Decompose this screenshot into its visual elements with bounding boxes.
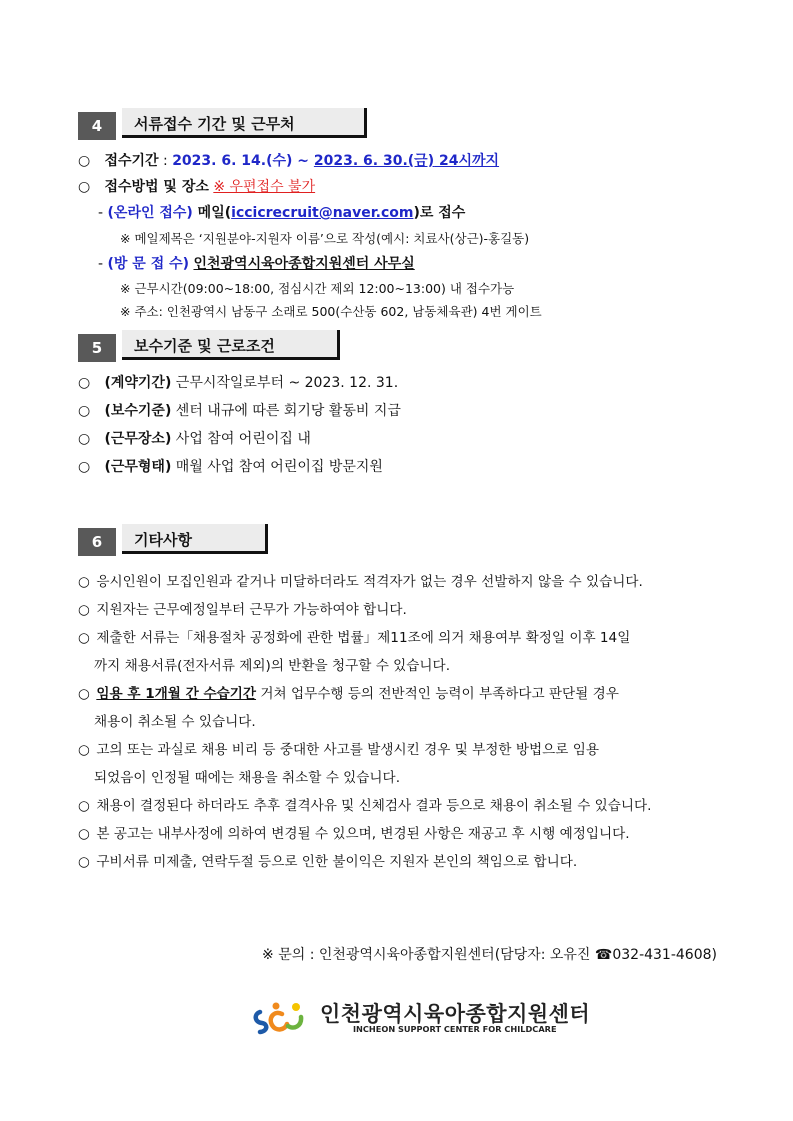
probation-text: 임용 후 1개월 간 수습기간 [96,686,257,702]
notice-item [78,820,728,848]
notice-item [78,848,728,876]
bullet: ○ [78,742,90,758]
notice-text: 되었음이 인정될 때에는 채용을 취소할 수 있습니다. [94,770,401,786]
colon: : [158,153,173,169]
condition-text: 근무시작일로부터 ~ 2023. 12. 31. [171,375,399,391]
bullet: ○ [78,574,90,590]
bullet: ○ [78,602,90,618]
section-title: 기타사항 [134,531,192,549]
notice-text: 지원자는 근무예정일부터 근무가 가능하여야 합니다. [96,602,407,618]
condition-text: 센터 내규에 따른 회기당 활동비 지급 [171,403,401,419]
notice-item-cont [78,652,728,680]
condition-text: 사업 참여 어린이집 내 [171,431,311,447]
notice-item [78,680,728,708]
condition-label: (근무장소) [104,431,172,447]
bullet: ○ [78,403,91,419]
tilde: ~ [292,153,314,169]
notice-text: 제출한 서류는「채용절차 공정화에 관한 법률」제11조에 의거 채용여부 확정일 이후 14일 [96,630,631,646]
notice-text: 본 공고는 내부사정에 의하여 변경될 수 있으며, 변경된 사항은 재공고 후 시행 예정입니다. [96,826,630,842]
bullet: ○ [78,153,91,169]
period-end: 2023. 6. 30.(금) [313,153,435,169]
method-note: ※ 우편접수 불가 [213,179,316,195]
section-title-box [122,330,340,360]
notice-text: 응시인원이 모집인원과 같거나 미달하더라도 적격자가 없는 경우 선발하지 않을 수 있습니다. [96,574,643,590]
section-4-header [78,108,368,144]
period-start: 2023. 6. 14.(수) [172,153,293,169]
section-title-box [122,108,367,138]
section-title: 서류접수 기간 및 근무처 [134,115,295,133]
visit-hours: ※ 근무시간(09:00~18:00, 점심시간 제외 12:00~13:00) 내 접수가능 [120,281,515,296]
condition-item [78,373,398,393]
online-note: ※ 메일제목은 ‘지원분야-지원자 이름’으로 작성(예시: 치료사(상근)-홍길동) [120,231,530,246]
notice-text: 까지 채용서류(전자서류 제외)의 반환을 청구할 수 있습니다. [94,658,451,674]
bullet: ○ [78,854,90,870]
bullet: ○ [78,630,90,646]
notice-text: 채용이 결정된다 하더라도 추후 결격사유 및 신체검사 결과 등으로 채용이 취소될 수 있습니다. [96,798,652,814]
section-6-header [78,524,278,560]
notice-item [78,596,728,624]
online-label: (온라인 접수) [107,205,193,221]
dash: - [98,205,108,221]
bullet: ○ [78,826,90,842]
reception-method [78,177,315,197]
notice-item [78,736,728,764]
bullet: ○ [78,798,90,814]
section-5-header [78,330,348,366]
notice-text: 구비서류 미제출, 연락두절 등으로 인한 불이익은 지원자 본인의 책임으로 합니다. [96,854,578,870]
bullet: ○ [78,431,91,447]
section-number: 5 [78,334,116,362]
bullet: ○ [78,179,91,195]
notice-item-cont [78,708,728,736]
method-label: 접수방법 및 장소 [104,179,209,195]
condition-item [78,429,311,449]
visit-label: (방 문 접 수) [107,256,190,272]
period-tail: 24시까지 [434,153,500,169]
notice-item-cont [78,764,728,792]
visit-address: ※ 주소: 인천광역시 남동구 소래로 500(수산동 602, 남동체육관) 4번 게이트 [120,304,542,319]
section-title: 보수기준 및 근로조건 [134,337,275,355]
condition-label: (계약기간) [104,375,172,391]
bullet: ○ [78,459,91,475]
period-label: 접수기간 [104,153,159,169]
visit-reception [98,254,415,274]
notice-text: 고의 또는 과실로 채용 비리 등 중대한 사고를 발생시킨 경우 및 부정한 방법으로 임용 [96,742,599,758]
online-reception [98,203,465,223]
condition-text: 매월 사업 참여 어린이집 방문지원 [171,459,383,475]
center-logo-subtitle: INCHEON SUPPORT CENTER FOR CHILDCARE [353,1024,557,1034]
notice-item [78,792,728,820]
notice-list [78,568,728,876]
notice-item [78,568,728,596]
condition-item [78,457,383,477]
online-text: 메일( [192,205,232,221]
visit-place: 인천광역시육아종합지원센터 사무실 [193,256,415,272]
notice-text: 거쳐 업무수행 등의 전반적인 능력이 부족하다고 판단될 경우 [256,686,619,702]
bullet: ○ [78,686,90,702]
center-logo-name: 인천광역시육아종합지원센터 [320,1002,591,1026]
section-number: 4 [78,112,116,140]
bullet: ○ [78,375,91,391]
online-email-link[interactable]: iccicrecruit@naver.com [231,205,414,221]
condition-label: (근무형태) [104,459,172,475]
dash: - [98,256,108,272]
notice-text: 채용이 취소될 수 있습니다. [94,714,256,730]
contact-info: ※ 문의 : 인천광역시육아종합지원센터(담당자: 오유진 ☎032-431-4608) [262,947,717,963]
condition-item [78,401,401,421]
reception-period [78,151,499,171]
condition-label: (보수기준) [104,403,172,419]
center-logo-icon [252,1000,312,1036]
online-text-tail: )로 접수 [413,205,466,221]
notice-item [78,624,728,652]
section-number: 6 [78,528,116,556]
section-title-box [122,524,268,554]
